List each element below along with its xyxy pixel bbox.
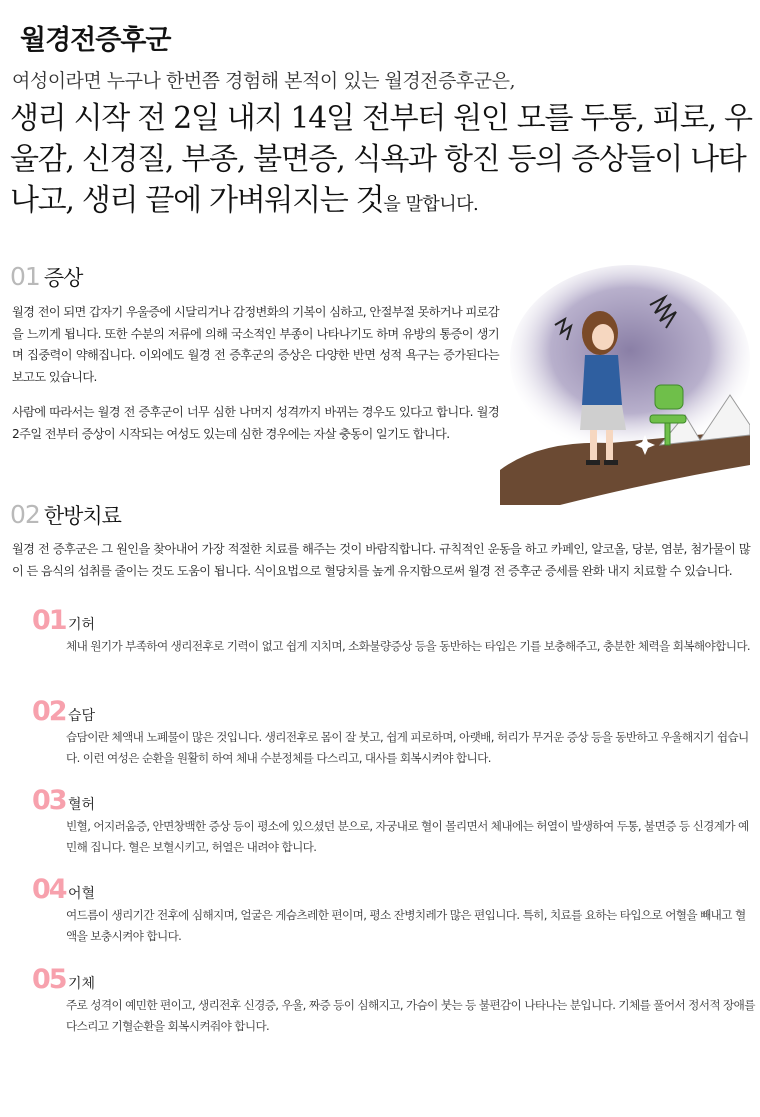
item-title: 기허	[68, 617, 96, 633]
section-number: 01	[10, 262, 40, 291]
section-title: 한방치료	[43, 504, 121, 528]
symptoms-paragraph-1: 월경 전이 되면 갑자기 우울증에 시달리거나 감정변화의 기복이 심하고, 안절부절 못하거나 피로감을 느끼게 됩니다. 또한 수분의 저류에 의해 국소적인 부종이 나타나기도 하며 유방의 통증이 생기며 집중력이 약해집니다. 이외에도 월경 전 증후군의 증상은 다양한 반면 성적 욕구는 증가된다는 보고도 있습니다.	[12, 305, 499, 384]
item-number: 03	[32, 785, 66, 816]
section-treatment-header	[10, 500, 121, 530]
item-number: 01	[32, 605, 66, 636]
item-description: 빈혈, 어지러움증, 안면창백한 증상 등이 평소에 있으셨던 분으로, 자궁내로 혈이 몰리면서 체내에는 허열이 발생하여 두통, 불면증 등 신경계가 예민해 집니다. 혈은 보혈시키고, 허열은 내려야 합니다.	[66, 819, 749, 854]
item-description: 체내 원기가 부족하여 생리전후로 기력이 없고 쉽게 지치며, 소화불량증상 등을 동반하는 타입은 기를 보충해주고, 충분한 체력을 회복해야합니다.	[66, 639, 750, 653]
intro-lead: 여성이라면 누구나 한번쯤 경험해 본적이 있는 월경전증후군은,	[12, 70, 515, 92]
item-number: 05	[32, 964, 66, 995]
item-number: 04	[32, 874, 66, 905]
section-symptoms-header	[10, 262, 82, 292]
item-description: 주로 성격이 예민한 편이고, 생리전후 신경증, 우울, 짜증 등이 심해지고, 가슴이 붓는 등 불편감이 나타나는 분입니다. 기체를 풀어서 정서적 장애를 다스리고 기혈순환을 회복시켜줘야 합니다.	[66, 998, 755, 1033]
page-title: 월경전증후군	[20, 25, 171, 56]
intro-definition-main: 생리 시작 전 2일 내지 14일 전부터 원인 모를 두통, 피로, 우울감, 신경질, 부종, 불면증, 식욕과 항진 등의 증상들이 나타나고, 생리 끝에 가벼워지는 것	[10, 101, 752, 218]
intro-definition	[10, 98, 755, 225]
section-number: 02	[10, 500, 40, 529]
item-description: 습담이란 체액내 노폐물이 많은 것입니다. 생리전후로 몸이 잘 붓고, 쉽게 피로하며, 아랫배, 허리가 무거운 증상 등을 동반하고 우울해지기 쉽습니다. 이런 여성은 순환을 원활히 하여 체내 수분정체를 다스리고, 대사를 회복시켜야 합니다.	[66, 730, 749, 765]
section-title: 증상	[43, 266, 83, 290]
item-title: 기체	[68, 976, 96, 992]
item-number: 02	[32, 696, 66, 727]
treatment-paragraph: 월경 전 증후군은 그 원인을 찾아내어 가장 적절한 치료를 해주는 것이 바람직합니다. 규칙적인 운동을 하고 카페인, 알코올, 당분, 염분, 첨가물이 많이 든 음식의 섭취를 줄이는 것도 도움이 됩니다. 식이요법으로 혈당치를 높게 유지함으로써 월경 전 증후군 증세를 완화 내지 치료할 수 있습니다.	[12, 542, 750, 578]
item-title: 혈허	[68, 797, 96, 813]
item-title: 어혈	[68, 886, 96, 902]
item-description: 여드름이 생리기간 전후에 심해지며, 얼굴은 게슴츠레한 편이며, 평소 잔병치레가 많은 편입니다. 특히, 치료를 요하는 타입으로 어혈을 빼내고 혈액을 보충시켜야 합니다.	[66, 908, 746, 943]
item-title: 습담	[68, 708, 96, 724]
woman-illustration	[500, 265, 750, 505]
symptoms-paragraph-2: 사람에 따라서는 월경 전 증후군이 너무 심한 나머지 성격까지 바뀌는 경우도 있다고 합니다. 월경 2주일 전부터 증상이 시작되는 여성도 있는데 심한 경우에는 자살 충동이 일기도 합니다.	[12, 405, 499, 441]
intro-definition-tail: 을 말합니다.	[383, 194, 479, 215]
